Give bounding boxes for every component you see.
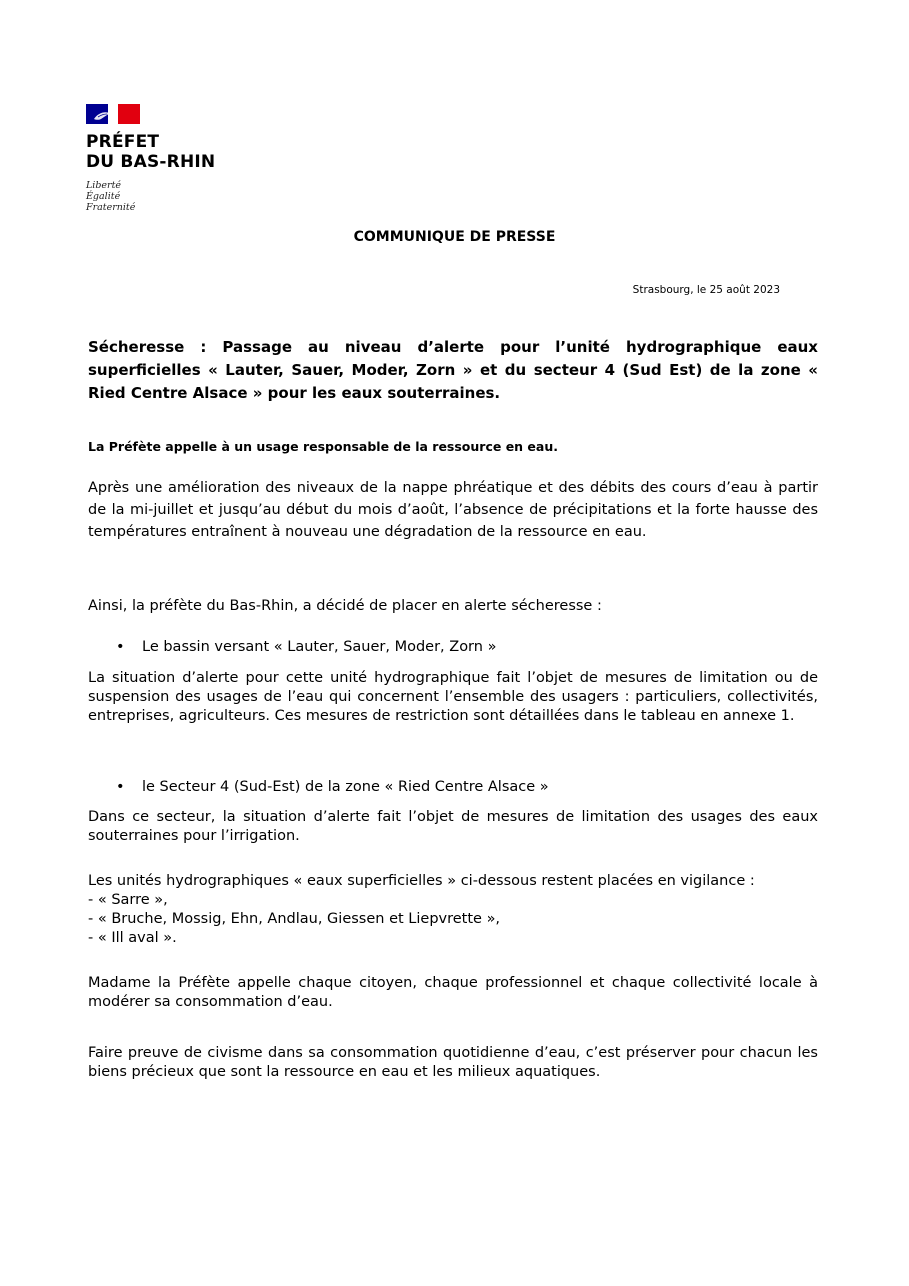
paragraph-intro: Après une amélioration des niveaux de la nappe phréatique et des débits des cours d’eau à partir de la mi-juillet et jusqu’au début du mois d’août, l’absence de précipitations et la forte hausse des températures entraînent à nouveau une dégradation de la ressource en eau. <box>88 480 818 540</box>
prefecture-logo <box>86 104 215 213</box>
paragraph-bassin: La situation d’alerte pour cette unité hydrographique fait l’objet de mesures de limitation ou de suspension des usages de l’eau qui concernent l’ensemble des usagers : particuliers, collectivités, entreprises, agriculteurs. Ces mesures de restriction sont détaillées dans le tableau en annexe 1. <box>88 670 818 724</box>
document-title: COMMUNIQUE DE PRESSE <box>353 229 556 245</box>
marianne-flag-icon <box>86 104 140 124</box>
paragraph-civisme: Faire preuve de civisme dans sa consommation quotidienne d’eau, c’est préserver pour chacun les biens précieux que sont la ressource en eau et les milieux aquatiques. <box>88 1045 818 1080</box>
bullet-item: • le Secteur 4 (Sud-Est) de la zone « Ried Centre Alsace » <box>116 779 549 795</box>
logo-line-1: PRÉFET <box>86 132 160 152</box>
motto-egalite: Égalité <box>86 191 121 202</box>
bullet-text: le Secteur 4 (Sud-Est) de la zone « Ried Centre Alsace » <box>142 779 549 795</box>
vigilance-list <box>88 872 818 948</box>
paragraph-appel: Madame la Préfète appelle chaque citoyen, chaque professionnel et chaque collectivité locale à modérer sa consommation d’eau. <box>88 975 818 1010</box>
document-date: Strasbourg, le 25 août 2023 <box>632 284 780 296</box>
vigilance-intro: Les unités hydrographiques « eaux superficielles » ci-dessous restent placées en vigilance : <box>88 873 755 889</box>
paragraph-decision: Ainsi, la préfète du Bas-Rhin, a décidé de placer en alerte sécheresse : <box>88 598 602 614</box>
list-item: - « Ill aval ». <box>88 930 177 946</box>
paragraph-secteur: Dans ce secteur, la situation d’alerte fait l’objet de mesures de limitation des usages des eaux souterraines pour l’irrigation. <box>88 809 818 844</box>
motto-fraternite: Fraternité <box>86 202 136 213</box>
headline: Sécheresse : Passage au niveau d’alerte pour l’unité hydrographique eaux superficielles « Lauter, Sauer, Moder, Zorn » et du secteur 4 (Sud Est) de la zone « Ried Centre Alsace » pour les eaux souterraines. <box>88 338 818 402</box>
bullet-text: Le bassin versant « Lauter, Sauer, Moder, Zorn » <box>142 639 497 655</box>
motto-liberte: Liberté <box>86 180 122 191</box>
subheadline: La Préfète appelle à un usage responsable de la ressource en eau. <box>88 439 558 454</box>
list-item: - « Bruche, Mossig, Ehn, Andlau, Giessen et Liepvrette », <box>88 911 501 927</box>
list-item: - « Sarre », <box>88 892 168 908</box>
bullet-item: • Le bassin versant « Lauter, Sauer, Moder, Zorn » <box>116 639 497 655</box>
logo-line-2: DU BAS-RHIN <box>86 152 216 172</box>
